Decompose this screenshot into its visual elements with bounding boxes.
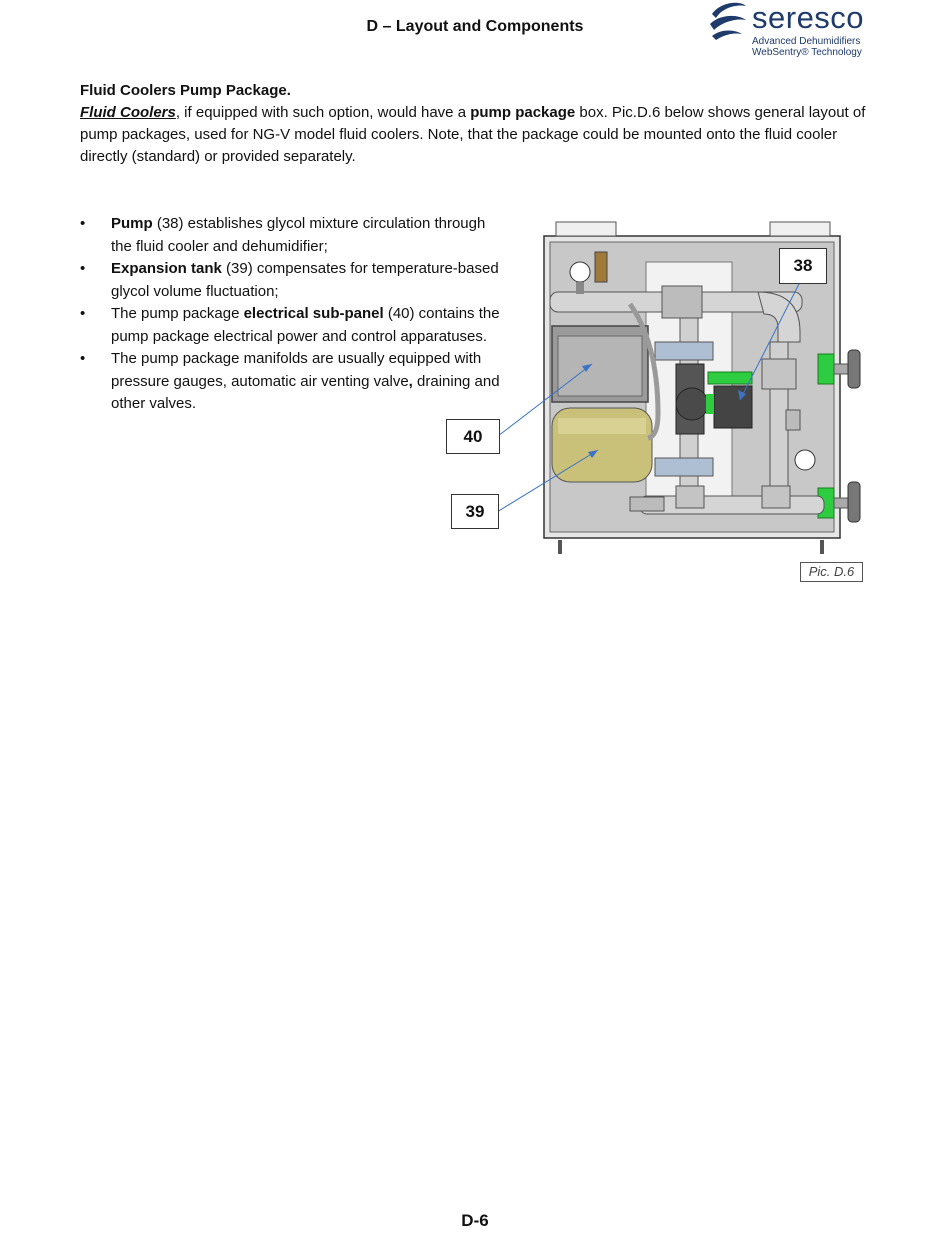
bullet-bold: Pump — [111, 215, 153, 232]
intro-section — [80, 80, 870, 168]
intro-paragraph — [80, 102, 870, 168]
callout-38: 38 — [779, 248, 827, 284]
intro-text-1: , if equipped with such option, would have a — [175, 104, 471, 121]
bullet-bold: Expansion tank — [111, 260, 222, 277]
page-header-title: D – Layout and Components — [366, 18, 584, 35]
callout-39: 39 — [451, 494, 499, 529]
bullet-pre: The pump package manifolds are usually equipped with pressure gauges, automatic air venting valve — [111, 350, 482, 390]
bullet-post: draining and other valves. — [111, 372, 500, 412]
callout-40: 40 — [446, 419, 500, 454]
fluid-coolers-term: Fluid Coolers — [80, 104, 176, 121]
pump-package-figure — [440, 214, 870, 586]
page-number: D-6 — [461, 1211, 489, 1230]
figure-caption: Pic. D.6 — [800, 562, 863, 582]
bullet-post: (39) compensates for temperature-based glycol volume fluctuation; — [111, 260, 499, 300]
bullet-bold: , — [408, 372, 413, 390]
intro-text-2: box. Pic.D.6 below shows general layout of pump packages, used for NG-V model fluid coolers. Note, that the package could be mounted onto the fluid cooler directly (standard) or provided separately. — [80, 104, 866, 165]
section-title: Fluid Coolers Pump Package. — [80, 82, 291, 99]
logo-wordmark: seresco — [752, 0, 865, 35]
seresco-swoosh-icon — [706, 0, 750, 42]
bullet-bold: electrical sub-panel — [243, 305, 384, 322]
seresco-logo — [706, 0, 876, 62]
logo-tagline-1: Advanced Dehumidifiers — [752, 36, 861, 47]
bullet-post: (40) contains the pump package electrical power and control apparatuses. — [111, 305, 500, 345]
bullet-post: (38) establishes glycol mixture circulation through the fluid cooler and dehumidifier; — [111, 215, 486, 255]
pump-package-term: pump package — [470, 104, 576, 121]
logo-tagline-2: WebSentry® Technology — [752, 47, 862, 58]
bullet-pre: The pump package — [111, 305, 244, 322]
